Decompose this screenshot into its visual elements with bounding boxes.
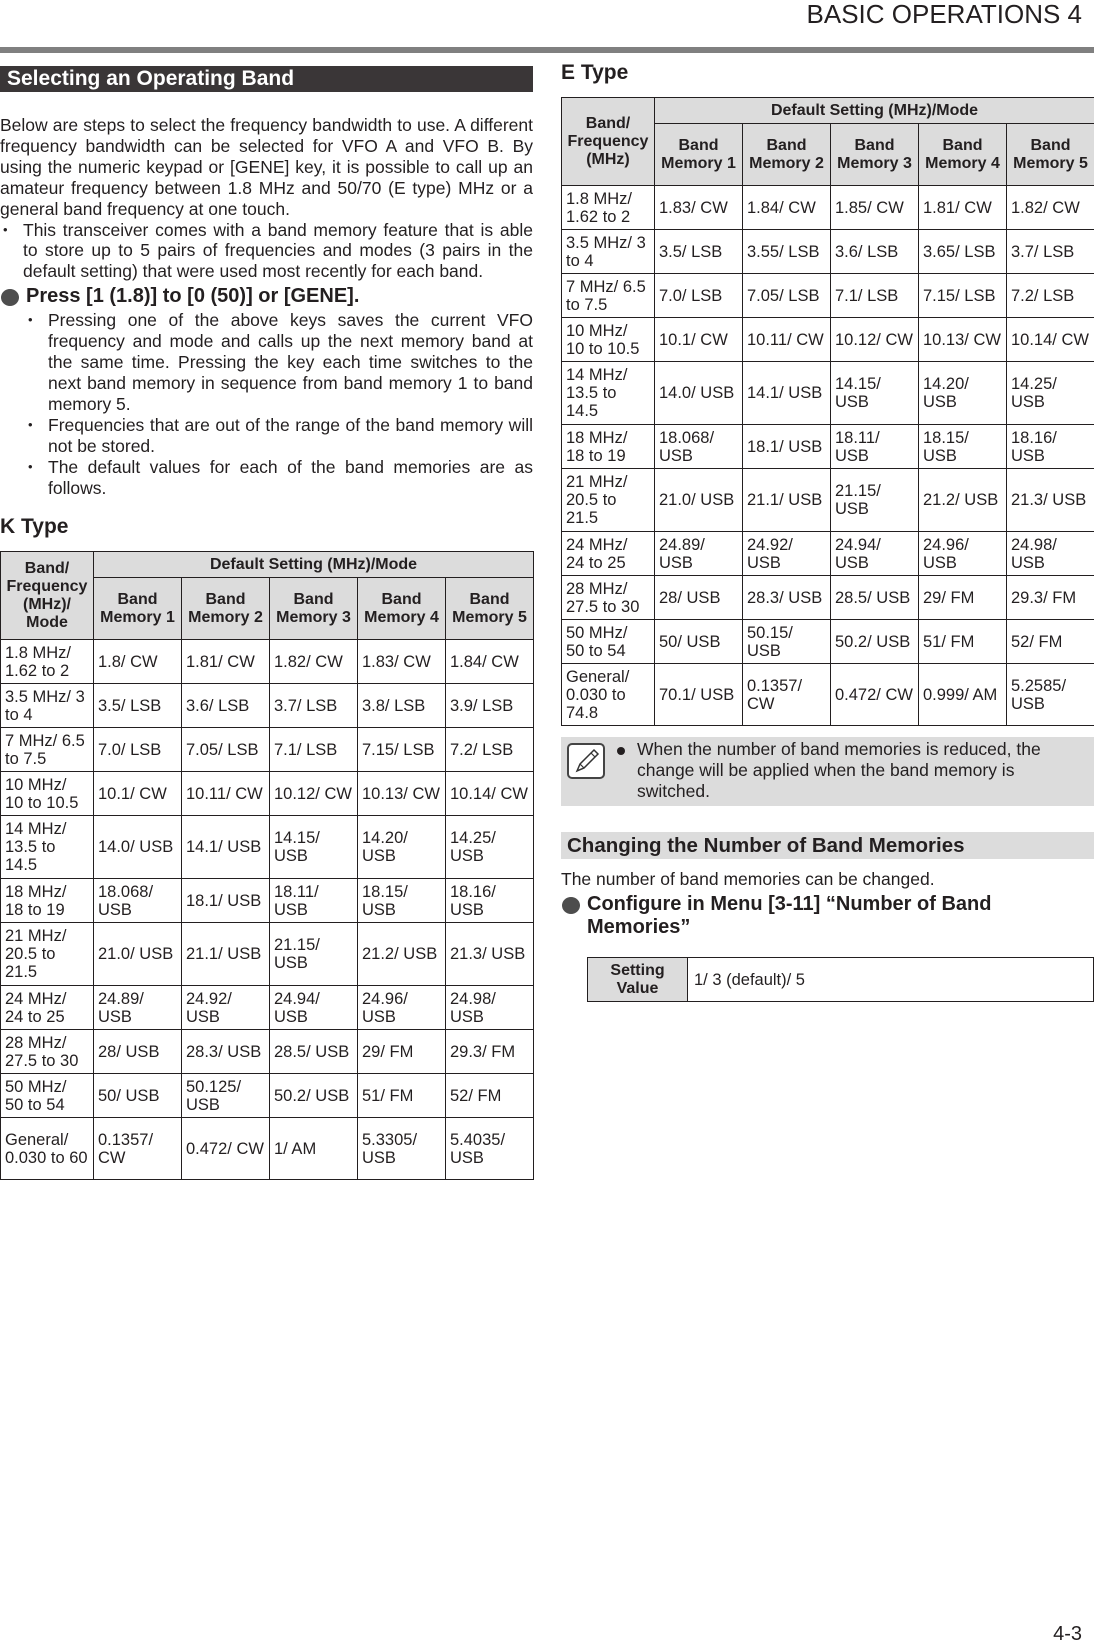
memory-cell: 14.0/ USB xyxy=(655,362,743,425)
memory-cell: 29/ FM xyxy=(919,576,1007,620)
table-row xyxy=(1,772,534,816)
memory-cell: 10.12/ CW xyxy=(831,318,919,362)
table-row xyxy=(1,986,534,1030)
column-header-band-memory: Band Memory 4 xyxy=(358,578,446,640)
step-heading xyxy=(0,285,533,308)
memory-cell: 18.16/ USB xyxy=(446,879,534,923)
memory-cell: 24.96/ USB xyxy=(358,986,446,1030)
memory-cell: 28.3/ USB xyxy=(743,576,831,620)
section-title: Changing the Number of Band Memories xyxy=(561,832,1094,859)
band-cell: 14 MHz/ 13.5 to 14.5 xyxy=(562,362,655,425)
memory-cell: 24.94/ USB xyxy=(831,532,919,576)
memory-cell: 70.1/ USB xyxy=(655,664,743,726)
memory-cell: 1.82/ CW xyxy=(1007,186,1094,230)
bullet: • This transceiver comes with a band memory feature that is able to store up to 5 pairs of frequencies and modes (3 pairs in the default setting) that were used most recently for each band. xyxy=(0,220,533,283)
memory-cell: 50/ USB xyxy=(94,1074,182,1118)
table-row xyxy=(562,186,1094,230)
memory-cell: 18.15/ USB xyxy=(919,425,1007,469)
memory-cell: 1.85/ CW xyxy=(831,186,919,230)
step-bullet-icon xyxy=(1,289,19,306)
table-row xyxy=(1,640,534,684)
memory-cell: 7.0/ LSB xyxy=(94,728,182,772)
memory-cell: 29.3/ FM xyxy=(446,1030,534,1074)
memory-cell: 1.84/ CW xyxy=(446,640,534,684)
memory-cell: 18.15/ USB xyxy=(358,879,446,923)
memory-cell: 21.15/ USB xyxy=(831,469,919,532)
memory-cell: 1.81/ CW xyxy=(182,640,270,684)
table-row xyxy=(1,1118,534,1180)
memory-cell: 50.125/ USB xyxy=(182,1074,270,1118)
memory-cell: 18.068/ USB xyxy=(94,879,182,923)
table-row xyxy=(1,816,534,879)
memory-cell: 21.2/ USB xyxy=(919,469,1007,532)
memory-cell: 7.05/ LSB xyxy=(182,728,270,772)
memory-cell: 21.3/ USB xyxy=(1007,469,1094,532)
memory-cell: 18.068/ USB xyxy=(655,425,743,469)
e-type-table xyxy=(561,97,1094,726)
band-cell: 24 MHz/ 24 to 25 xyxy=(1,986,94,1030)
memory-cell: 3.7/ LSB xyxy=(270,684,358,728)
memory-cell: 51/ FM xyxy=(358,1074,446,1118)
band-cell: 14 MHz/ 13.5 to 14.5 xyxy=(1,816,94,879)
memory-cell: 0.472/ CW xyxy=(831,664,919,726)
memory-cell: 52/ FM xyxy=(1007,620,1094,664)
memory-cell: 50.2/ USB xyxy=(831,620,919,664)
table-row xyxy=(1,1074,534,1118)
memory-cell: 24.94/ USB xyxy=(270,986,358,1030)
band-cell: 50 MHz/ 50 to 54 xyxy=(1,1074,94,1118)
memory-cell: 21.0/ USB xyxy=(655,469,743,532)
table-row xyxy=(562,620,1094,664)
memory-cell: 5.3305/ USB xyxy=(358,1118,446,1180)
memory-cell: 14.0/ USB xyxy=(94,816,182,879)
memory-cell: 29.3/ FM xyxy=(1007,576,1094,620)
memory-cell: 18.1/ USB xyxy=(182,879,270,923)
band-cell: 24 MHz/ 24 to 25 xyxy=(562,532,655,576)
memory-cell: 5.2585/ USB xyxy=(1007,664,1094,726)
column-group-header: Default Setting (MHz)/Mode xyxy=(655,98,1094,124)
memory-cell: 3.5/ LSB xyxy=(655,230,743,274)
table-row xyxy=(562,664,1094,726)
band-cell: 7 MHz/ 6.5 to 7.5 xyxy=(562,274,655,318)
e-type-heading: E Type xyxy=(561,61,628,85)
table-row xyxy=(1,684,534,728)
memory-cell: 50/ USB xyxy=(655,620,743,664)
memory-cell: 21.1/ USB xyxy=(743,469,831,532)
memory-cell: 1.83/ CW xyxy=(655,186,743,230)
intro-paragraph: Below are steps to select the frequency bandwidth to use. A different frequency bandwidth can be selected for VFO A and VFO B. By using the numeric keypad or [GENE] key, it is possible to call up an amateur frequency between 1.8 MHz and 50/70 (E type) MHz or a general band frequency at one touch. xyxy=(0,115,533,220)
memory-cell: 1.8/ CW xyxy=(94,640,182,684)
memory-cell: 21.2/ USB xyxy=(358,923,446,986)
memory-cell: 52/ FM xyxy=(446,1074,534,1118)
memory-cell: 10.12/ CW xyxy=(270,772,358,816)
column-header-band: Band/ Frequency (MHz)/ Mode xyxy=(1,552,94,640)
memory-cell: 24.92/ USB xyxy=(182,986,270,1030)
band-cell: 50 MHz/ 50 to 54 xyxy=(562,620,655,664)
column-header-band-memory: Band Memory 2 xyxy=(182,578,270,640)
band-cell: 3.5 MHz/ 3 to 4 xyxy=(1,684,94,728)
setting-label: Setting Value xyxy=(588,958,688,1002)
memory-cell: 10.1/ CW xyxy=(94,772,182,816)
table-row xyxy=(1,728,534,772)
memory-cell: 0.1357/ CW xyxy=(743,664,831,726)
table-row xyxy=(562,576,1094,620)
band-cell: 18 MHz/ 18 to 19 xyxy=(562,425,655,469)
memory-cell: 18.1/ USB xyxy=(743,425,831,469)
memory-cell: 0.472/ CW xyxy=(182,1118,270,1180)
memory-cell: 1.84/ CW xyxy=(743,186,831,230)
column-header-band-memory: Band Memory 4 xyxy=(919,124,1007,186)
memory-cell: 3.65/ LSB xyxy=(919,230,1007,274)
memory-cell: 7.2/ LSB xyxy=(1007,274,1094,318)
column-header-band: Band/ Frequency (MHz) xyxy=(562,98,655,186)
memory-cell: 7.1/ LSB xyxy=(831,274,919,318)
memory-cell: 0.999/ AM xyxy=(919,664,1007,726)
memory-cell: 3.55/ LSB xyxy=(743,230,831,274)
memory-cell: 3.6/ LSB xyxy=(182,684,270,728)
band-cell: 21 MHz/ 20.5 to 21.5 xyxy=(1,923,94,986)
memory-cell: 14.25/ USB xyxy=(446,816,534,879)
table-row xyxy=(562,425,1094,469)
band-cell: General/ 0.030 to 60 xyxy=(1,1118,94,1180)
memory-cell: 24.98/ USB xyxy=(1007,532,1094,576)
band-cell: 28 MHz/ 27.5 to 30 xyxy=(562,576,655,620)
table-row xyxy=(562,362,1094,425)
note-text: When the number of band memories is reduced, the change will be applied when the band memory is switched. xyxy=(637,739,1077,802)
memory-cell: 3.8/ LSB xyxy=(358,684,446,728)
section-title: Selecting an Operating Band xyxy=(0,66,533,92)
header-rule xyxy=(0,47,1094,53)
table-row xyxy=(562,469,1094,532)
note-bullet-icon xyxy=(617,747,625,755)
sub-bullet: • Frequencies that are out of the range of the band memory will not be stored. xyxy=(0,415,533,457)
memory-cell: 14.15/ USB xyxy=(270,816,358,879)
memory-cell: 14.20/ USB xyxy=(358,816,446,879)
k-type-table xyxy=(0,551,534,1180)
setting-value: 1/ 3 (default)/ 5 xyxy=(688,958,1094,1002)
memory-cell: 24.89/ USB xyxy=(655,532,743,576)
memory-cell: 18.11/ USB xyxy=(270,879,358,923)
memory-cell: 24.89/ USB xyxy=(94,986,182,1030)
memory-cell: 7.15/ LSB xyxy=(919,274,1007,318)
memory-cell: 10.1/ CW xyxy=(655,318,743,362)
memory-cell: 50.2/ USB xyxy=(270,1074,358,1118)
band-cell: 10 MHz/ 10 to 10.5 xyxy=(562,318,655,362)
column-header-band-memory: Band Memory 5 xyxy=(1007,124,1094,186)
memory-cell: 28.5/ USB xyxy=(270,1030,358,1074)
memory-cell: 3.9/ LSB xyxy=(446,684,534,728)
memory-cell: 1.83/ CW xyxy=(358,640,446,684)
memory-cell: 3.5/ LSB xyxy=(94,684,182,728)
step-text: Press [1 (1.8)] to [0 (50)] or [GENE]. xyxy=(26,285,359,307)
table-row xyxy=(562,230,1094,274)
memory-cell: 21.0/ USB xyxy=(94,923,182,986)
column-header-band-memory: Band Memory 3 xyxy=(270,578,358,640)
page-number: 4-3 xyxy=(1053,1623,1082,1646)
memory-cell: 29/ FM xyxy=(358,1030,446,1074)
memory-cell: 50.15/ USB xyxy=(743,620,831,664)
step-bullet-icon xyxy=(562,897,580,914)
column-header-band-memory: Band Memory 2 xyxy=(743,124,831,186)
memory-cell: 7.15/ LSB xyxy=(358,728,446,772)
memory-cell: 24.92/ USB xyxy=(743,532,831,576)
memory-cell: 1.81/ CW xyxy=(919,186,1007,230)
memory-cell: 21.15/ USB xyxy=(270,923,358,986)
section-body xyxy=(0,115,533,498)
table-row xyxy=(1,879,534,923)
band-cell: 1.8 MHz/ 1.62 to 2 xyxy=(1,640,94,684)
table-row xyxy=(1,1030,534,1074)
k-type-heading: K Type xyxy=(0,515,68,539)
band-cell: 18 MHz/ 18 to 19 xyxy=(1,879,94,923)
memory-cell: 21.1/ USB xyxy=(182,923,270,986)
memory-cell: 14.25/ USB xyxy=(1007,362,1094,425)
memory-cell: 21.3/ USB xyxy=(446,923,534,986)
memory-cell: 28.3/ USB xyxy=(182,1030,270,1074)
table-row xyxy=(562,532,1094,576)
memory-cell: 0.1357/ CW xyxy=(94,1118,182,1180)
memory-cell: 10.11/ CW xyxy=(743,318,831,362)
band-cell: 21 MHz/ 20.5 to 21.5 xyxy=(562,469,655,532)
memory-cell: 24.98/ USB xyxy=(446,986,534,1030)
memory-cell: 5.4035/ USB xyxy=(446,1118,534,1180)
memory-cell: 3.6/ LSB xyxy=(831,230,919,274)
band-cell: 1.8 MHz/ 1.62 to 2 xyxy=(562,186,655,230)
memory-cell: 28.5/ USB xyxy=(831,576,919,620)
band-cell: 3.5 MHz/ 3 to 4 xyxy=(562,230,655,274)
memory-cell: 10.14/ CW xyxy=(1007,318,1094,362)
memory-cell: 10.13/ CW xyxy=(919,318,1007,362)
memory-cell: 10.13/ CW xyxy=(358,772,446,816)
table-row xyxy=(1,923,534,986)
column-group-header: Default Setting (MHz)/Mode xyxy=(94,552,534,578)
chapter-header: BASIC OPERATIONS 4 xyxy=(807,0,1082,30)
table-row xyxy=(562,274,1094,318)
memory-cell: 10.14/ CW xyxy=(446,772,534,816)
memory-cell: 51/ FM xyxy=(919,620,1007,664)
memory-cell: 10.11/ CW xyxy=(182,772,270,816)
memory-cell: 14.15/ USB xyxy=(831,362,919,425)
memory-cell: 14.1/ USB xyxy=(743,362,831,425)
section-intro: The number of band memories can be changed. xyxy=(561,869,935,890)
band-cell: 28 MHz/ 27.5 to 30 xyxy=(1,1030,94,1074)
memory-cell: 7.1/ LSB xyxy=(270,728,358,772)
table-row xyxy=(562,318,1094,362)
column-header-band-memory: Band Memory 1 xyxy=(655,124,743,186)
memory-cell: 3.7/ LSB xyxy=(1007,230,1094,274)
memory-cell: 7.2/ LSB xyxy=(446,728,534,772)
band-cell: 7 MHz/ 6.5 to 7.5 xyxy=(1,728,94,772)
band-cell: General/ 0.030 to 74.8 xyxy=(562,664,655,726)
note-box xyxy=(561,737,1094,806)
memory-cell: 24.96/ USB xyxy=(919,532,1007,576)
memory-cell: 28/ USB xyxy=(94,1030,182,1074)
step-text: Configure in Menu [3-11] “Number of Band Memories” xyxy=(587,893,991,938)
setting-table xyxy=(587,957,1094,1002)
column-header-band-memory: Band Memory 1 xyxy=(94,578,182,640)
pencil-note-icon xyxy=(567,743,605,779)
memory-cell: 7.05/ LSB xyxy=(743,274,831,318)
column-header-band-memory: Band Memory 3 xyxy=(831,124,919,186)
memory-cell: 1.82/ CW xyxy=(270,640,358,684)
band-cell: 10 MHz/ 10 to 10.5 xyxy=(1,772,94,816)
memory-cell: 1/ AM xyxy=(270,1118,358,1180)
column-header-band-memory: Band Memory 5 xyxy=(446,578,534,640)
memory-cell: 14.20/ USB xyxy=(919,362,1007,425)
sub-bullet: • Pressing one of the above keys saves the current VFO frequency and mode and calls up the next memory band at the same time. Pressing the key each time switches to the next band memory in sequence from band memory 1 to band memory 5. xyxy=(0,310,533,415)
memory-cell: 28/ USB xyxy=(655,576,743,620)
memory-cell: 18.16/ USB xyxy=(1007,425,1094,469)
memory-cell: 7.0/ LSB xyxy=(655,274,743,318)
memory-cell: 14.1/ USB xyxy=(182,816,270,879)
step-heading xyxy=(561,893,1041,939)
sub-bullet: • The default values for each of the band memories are as follows. xyxy=(0,457,533,499)
memory-cell: 18.11/ USB xyxy=(831,425,919,469)
